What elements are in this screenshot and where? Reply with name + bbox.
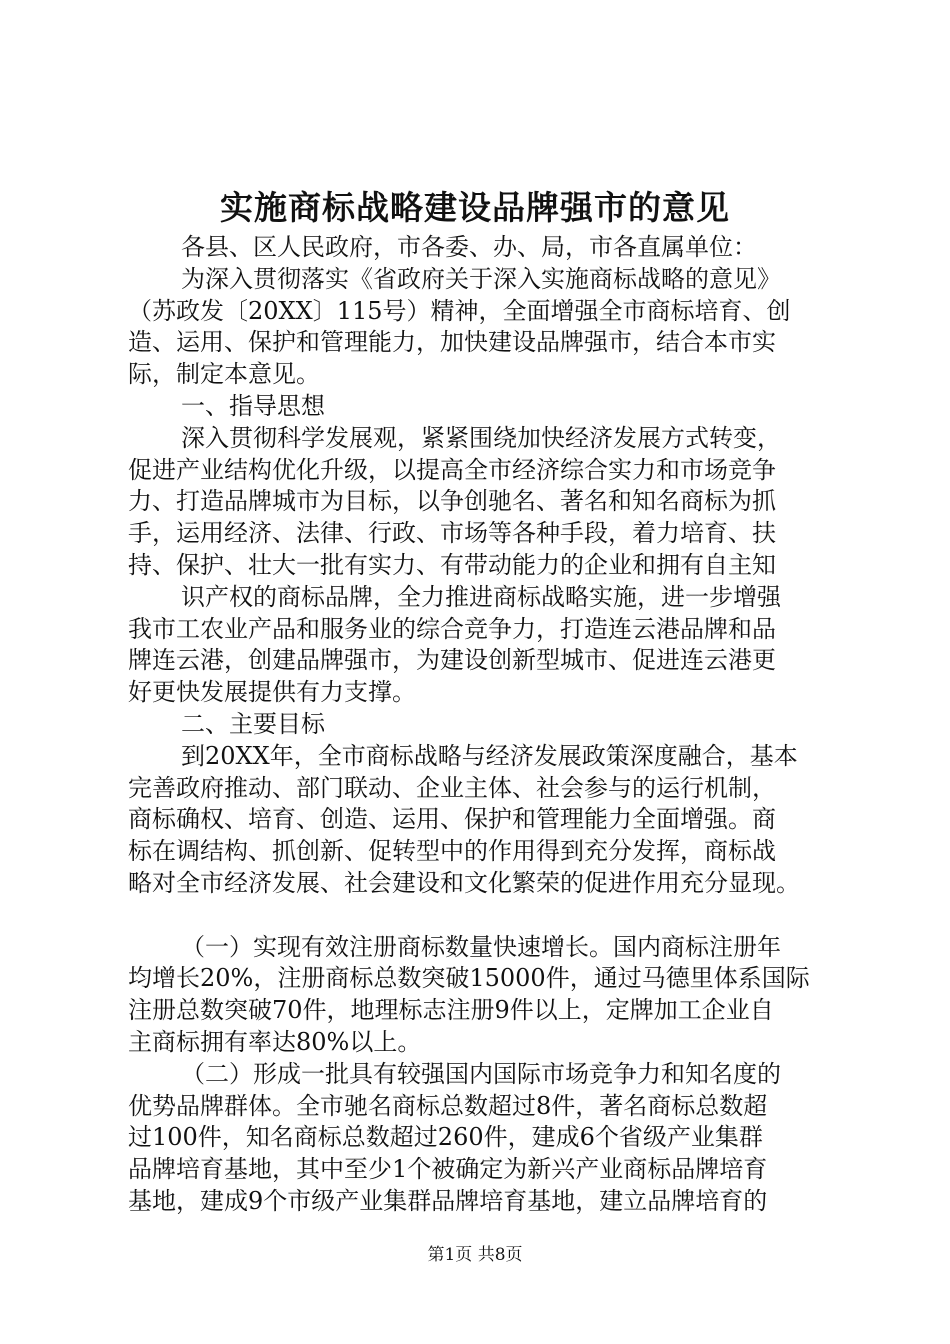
body-line: 略对全市经济发展、社会建设和文化繁荣的促进作用充分显现。	[128, 868, 800, 897]
body-line: 均增长20%，注册商标总数突破15000件，通过马德里体系国际	[128, 964, 810, 993]
body-line: 过100件，知名商标总数超过260件，建成6个省级产业集群	[128, 1123, 763, 1152]
body-line: 优势品牌群体。全市驰名商标总数超过8件，著名商标总数超	[128, 1091, 768, 1120]
body-line: 主商标拥有率达80%以上。	[128, 1027, 422, 1056]
body-line: 品牌培育基地，其中至少1个被确定为新兴产业商标品牌培育	[128, 1155, 768, 1184]
body-line: 促进产业结构优化升级，以提高全市经济综合实力和市场竞争	[128, 455, 776, 484]
body-line: 我市工农业产品和服务业的综合竞争力，打造连云港品牌和品	[128, 614, 776, 643]
body-line: 基地，建成9个市级产业集群品牌培育基地，建立品牌培育的	[128, 1186, 768, 1215]
body-line: （一）实现有效注册商标数量快速增长。国内商标注册年	[181, 932, 781, 961]
body-line: 手，运用经济、法律、行政、市场等各种手段，着力培育、扶	[128, 519, 776, 548]
body-line: 注册总数突破70件，地理标志注册9件以上，定牌加工企业自	[128, 996, 774, 1025]
body-line: （二）形成一批具有较强国内国际市场竞争力和知名度的	[181, 1059, 781, 1088]
body-line: 力、打造品牌城市为目标，以争创驰名、著名和知名商标为抓	[128, 487, 776, 516]
body-line: 好更快发展提供有力支撑。	[128, 678, 416, 707]
page-footer: 第1页 共8页	[427, 1245, 523, 1265]
body-line: 商标确权、培育、创造、运用、保护和管理能力全面增强。商	[128, 805, 776, 834]
body-line: 牌连云港，创建品牌强市，为建设创新型城市、促进连云港更	[128, 646, 776, 675]
body-line: 到20XX年，全市商标战略与经济发展政策深度融合，基本	[181, 741, 798, 770]
body-line: 识产权的商标品牌，全力推进商标战略实施，进一步增强	[181, 582, 781, 611]
document-body	[128, 232, 834, 1218]
blank-line	[128, 900, 834, 932]
document-title: 实施商标战略建设品牌强市的意见	[220, 188, 730, 227]
body-line: 标在调结构、抓创新、促转型中的作用得到充分发挥，商标战	[128, 837, 776, 866]
body-line: 持、保护、壮大一批有实力、有带动能力的企业和拥有自主知	[128, 550, 776, 579]
body-line: （苏政发〔20XX〕115号）精神，全面增强全市商标培育、创	[128, 296, 791, 325]
body-line: 为深入贯彻落实《省政府关于深入实施商标战略的意见》	[181, 264, 781, 293]
body-line: 二、主要目标	[181, 709, 325, 738]
body-line: 完善政府推动、部门联动、企业主体、社会参与的运行机制，	[128, 773, 776, 802]
body-line: 造、运用、保护和管理能力，加快建设品牌强市，结合本市实	[128, 328, 776, 357]
body-line: 际，制定本意见。	[128, 360, 320, 389]
body-line: 一、指导思想	[181, 391, 325, 420]
body-line: 各县、区人民政府，市各委、办、局，市各直属单位：	[181, 233, 757, 261]
body-line: 深入贯彻科学发展观，紧紧围绕加快经济发展方式转变，	[181, 423, 781, 452]
